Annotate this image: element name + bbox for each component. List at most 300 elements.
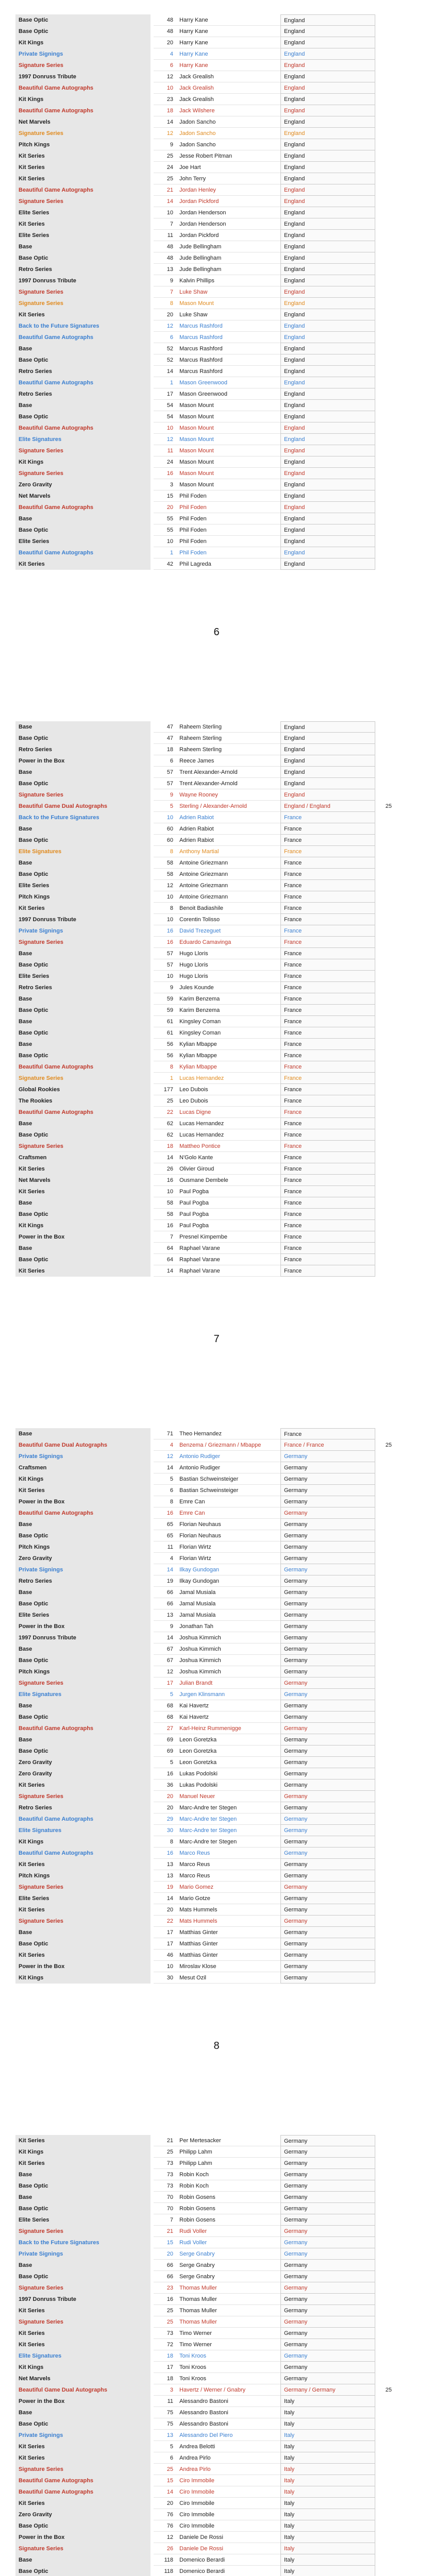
table-row: [15, 1836, 418, 1848]
team-cell: France: [280, 1220, 375, 1231]
card-set-cell: Kit Series: [15, 1485, 151, 1496]
card-set-cell: Kit Series: [15, 1904, 151, 1916]
player-name-cell: Phil Foden: [175, 524, 280, 536]
player-name-cell: Marc-Andre ter Stegen: [175, 1836, 280, 1848]
team-cell: Germany: [280, 1451, 375, 1462]
team-cell: Germany: [280, 2282, 375, 2294]
team-cell: Italy: [280, 2407, 375, 2418]
player-name-cell: Leo Dubois: [175, 1095, 280, 1107]
team-cell: England: [280, 184, 375, 196]
card-number-cell: 16: [154, 1220, 175, 1231]
player-name-cell: Andrea Belotti: [175, 2441, 280, 2452]
player-name-cell: Mesut Ozil: [175, 1972, 280, 1984]
team-cell: Germany: [280, 2305, 375, 2316]
card-number-cell: 177: [154, 1084, 175, 1095]
team-cell: Germany: [280, 1677, 375, 1689]
table-row: [15, 1791, 418, 1802]
team-cell: France: [280, 1073, 375, 1084]
table-row: [15, 1073, 418, 1084]
card-number-cell: 58: [154, 1209, 175, 1220]
player-name-cell: Jordan Henley: [175, 184, 280, 196]
card-set-cell: Beautiful Game Autographs: [15, 1723, 151, 1734]
table-row: [15, 2373, 418, 2384]
card-number-cell: 5: [154, 1757, 175, 1768]
table-row: [15, 1927, 418, 1938]
card-set-cell: Signature Series: [15, 789, 151, 801]
table-row: [15, 1107, 418, 1118]
card-set-cell: Beautiful Game Dual Autographs: [15, 2384, 151, 2396]
card-set-cell: Beautiful Game Autographs: [15, 105, 151, 116]
table-row: [15, 422, 418, 434]
team-cell: Germany: [280, 1632, 375, 1643]
player-name-cell: Domenico Berardi: [175, 2554, 280, 2566]
player-name-cell: Joshua Kimmich: [175, 1643, 280, 1655]
card-set-cell: Kit Kings: [15, 94, 151, 105]
team-cell: France: [280, 1050, 375, 1061]
table-row: [15, 1723, 418, 1734]
table-row: [15, 857, 418, 869]
table-row: [15, 445, 418, 456]
card-set-cell: Base: [15, 1734, 151, 1745]
table-row: [15, 1005, 418, 1016]
card-number-cell: 9: [154, 275, 175, 286]
card-set-cell: Base Optic: [15, 524, 151, 536]
table-row: [15, 1757, 418, 1768]
card-number-cell: 57: [154, 778, 175, 789]
card-set-cell: Kit Series: [15, 150, 151, 162]
print-run-cell: 25: [385, 1442, 392, 1448]
table-row: [15, 744, 418, 755]
card-number-cell: 57: [154, 767, 175, 778]
player-name-cell: Antoine Griezmann: [175, 869, 280, 880]
card-set-cell: Base Optic: [15, 1745, 151, 1757]
team-cell: Germany: [280, 1666, 375, 1677]
team-cell: England: [280, 162, 375, 173]
card-number-cell: 11: [154, 2396, 175, 2407]
player-name-cell: Mason Mount: [175, 445, 280, 456]
card-set-cell: Beautiful Game Autographs: [15, 1061, 151, 1073]
team-cell: England: [280, 82, 375, 94]
card-number-cell: 17: [154, 1927, 175, 1938]
card-set-cell: Pitch Kings: [15, 1541, 151, 1553]
card-set-cell: Retro Series: [15, 1575, 151, 1587]
player-name-cell: Marco Reus: [175, 1859, 280, 1870]
card-number-cell: 14: [154, 1152, 175, 1163]
table-row: [15, 252, 418, 264]
card-set-cell: Signature Series: [15, 1882, 151, 1893]
player-name-cell: Florian Wirtz: [175, 1541, 280, 1553]
card-set-cell: Beautiful Game Autographs: [15, 2475, 151, 2486]
card-set-cell: Elite Signatures: [15, 2350, 151, 2362]
table-row: [15, 479, 418, 490]
table-row: [15, 230, 418, 241]
team-cell: Germany: [280, 1768, 375, 1780]
table-row: [15, 298, 418, 309]
table-row: [15, 196, 418, 207]
card-number-cell: 4: [154, 1439, 175, 1451]
card-number-cell: 17: [154, 1677, 175, 1689]
table-row: [15, 128, 418, 139]
player-name-cell: Lucas Hernandez: [175, 1118, 280, 1129]
table-row: [15, 1814, 418, 1825]
team-cell: England: [280, 536, 375, 547]
player-name-cell: Phil Foden: [175, 502, 280, 513]
team-cell: France: [280, 1186, 375, 1197]
card-number-cell: 67: [154, 1655, 175, 1666]
table-row: [15, 1734, 418, 1745]
card-number-cell: 56: [154, 1050, 175, 1061]
card-number-cell: 66: [154, 1587, 175, 1598]
card-set-cell: Signature Series: [15, 196, 151, 207]
team-cell: England: [280, 218, 375, 230]
card-number-cell: 12: [154, 128, 175, 139]
team-cell: England: [280, 343, 375, 354]
team-cell: Germany: [280, 1496, 375, 1507]
team-cell: Germany: [280, 2248, 375, 2260]
table-row: [15, 2407, 418, 2418]
player-name-cell: Kylian Mbappe: [175, 1050, 280, 1061]
card-set-cell: Base: [15, 948, 151, 959]
card-set-cell: Power in the Box: [15, 1961, 151, 1972]
table-row: [15, 2169, 418, 2180]
card-set-cell: Base Optic: [15, 869, 151, 880]
table-row: [15, 959, 418, 971]
team-cell: Germany: [280, 2226, 375, 2237]
checklist-table: [15, 721, 418, 1277]
table-row: [15, 1689, 418, 1700]
team-cell: Germany: [280, 1711, 375, 1723]
team-cell: France: [280, 971, 375, 982]
player-name-cell: Reece James: [175, 755, 280, 767]
card-number-cell: 10: [154, 422, 175, 434]
table-row: [15, 948, 418, 959]
table-row: [15, 2520, 418, 2532]
card-number-cell: 47: [154, 733, 175, 744]
card-number-cell: 10: [154, 971, 175, 982]
table-row: [15, 1439, 418, 1451]
card-number-cell: 10: [154, 891, 175, 903]
card-number-cell: 8: [154, 903, 175, 914]
table-row: [15, 1254, 418, 1265]
player-name-cell: Harry Kane: [175, 60, 280, 71]
table-row: [15, 846, 418, 857]
card-number-cell: 73: [154, 2158, 175, 2169]
card-set-cell: Base: [15, 857, 151, 869]
team-cell: England: [280, 264, 375, 275]
card-number-cell: 69: [154, 1745, 175, 1757]
table-row: [15, 1061, 418, 1073]
card-set-cell: Base Optic: [15, 2520, 151, 2532]
table-row: [15, 1950, 418, 1961]
table-row: [15, 1848, 418, 1859]
table-row: [15, 2180, 418, 2192]
player-name-cell: Kalvin Phillips: [175, 275, 280, 286]
card-number-cell: 12: [154, 320, 175, 332]
team-cell: England: [280, 445, 375, 456]
player-name-cell: Jack Grealish: [175, 94, 280, 105]
card-set-cell: Elite Series: [15, 2214, 151, 2226]
card-set-cell: Base: [15, 1519, 151, 1530]
table-row: [15, 2328, 418, 2339]
table-row: [15, 1768, 418, 1780]
card-set-cell: Base Optic: [15, 1209, 151, 1220]
team-cell: Germany: [280, 1780, 375, 1791]
team-cell: Germany: [280, 2146, 375, 2158]
team-cell: France: [280, 1152, 375, 1163]
card-set-cell: Beautiful Game Autographs: [15, 1848, 151, 1859]
table-row: [15, 1485, 418, 1496]
player-name-cell: Alessandro Del Piero: [175, 2430, 280, 2441]
card-number-cell: 15: [154, 490, 175, 502]
table-row: [15, 1961, 418, 1972]
card-set-cell: Signature Series: [15, 60, 151, 71]
page-number: 6: [213, 626, 220, 638]
team-cell: France: [280, 1016, 375, 1027]
table-row: [15, 547, 418, 558]
card-number-cell: 16: [154, 1848, 175, 1859]
card-number-cell: 22: [154, 1107, 175, 1118]
card-number-cell: 7: [154, 1231, 175, 1243]
card-set-cell: Retro Series: [15, 1802, 151, 1814]
player-name-cell: Toni Kroos: [175, 2362, 280, 2373]
table-row: [15, 971, 418, 982]
card-set-cell: 1997 Donruss Tribute: [15, 2294, 151, 2305]
table-row: [15, 1564, 418, 1575]
card-set-cell: Private Signings: [15, 1564, 151, 1575]
card-number-cell: 16: [154, 2294, 175, 2305]
table-row: [15, 2430, 418, 2441]
card-number-cell: 68: [154, 1700, 175, 1711]
team-cell: England: [280, 241, 375, 252]
player-name-cell: Thomas Muller: [175, 2282, 280, 2294]
player-name-cell: Adrien Rabiot: [175, 812, 280, 823]
table-row: [15, 2260, 418, 2271]
card-set-cell: Pitch Kings: [15, 1666, 151, 1677]
card-number-cell: 58: [154, 869, 175, 880]
table-row: [15, 1825, 418, 1836]
table-row: [15, 1016, 418, 1027]
table-row: [15, 2294, 418, 2305]
team-cell: France / France: [280, 1439, 375, 1451]
team-cell: England: [280, 755, 375, 767]
card-set-cell: Base Optic: [15, 1129, 151, 1141]
team-cell: Germany: [280, 1802, 375, 1814]
card-number-cell: 55: [154, 513, 175, 524]
team-cell: France: [280, 1175, 375, 1186]
card-set-cell: Base Optic: [15, 1711, 151, 1723]
table-row: [15, 1265, 418, 1277]
table-row: [15, 1231, 418, 1243]
player-name-cell: Ciro Immobile: [175, 2475, 280, 2486]
table-row: [15, 1655, 418, 1666]
card-set-cell: Kit Series: [15, 1265, 151, 1277]
player-name-cell: Antoine Griezmann: [175, 880, 280, 891]
table-row: [15, 801, 418, 812]
card-number-cell: 17: [154, 388, 175, 400]
team-cell: Germany: [280, 1519, 375, 1530]
team-cell: England: [280, 94, 375, 105]
team-cell: Italy: [280, 2486, 375, 2498]
card-set-cell: Zero Gravity: [15, 2509, 151, 2520]
player-name-cell: N'Golo Kante: [175, 1152, 280, 1163]
table-row: [15, 411, 418, 422]
team-cell: England: [280, 207, 375, 218]
card-set-cell: Elite Series: [15, 1609, 151, 1621]
player-name-cell: Thomas Muller: [175, 2294, 280, 2305]
player-name-cell: Raheem Sterling: [175, 733, 280, 744]
card-number-cell: 56: [154, 1039, 175, 1050]
card-number-cell: 16: [154, 1768, 175, 1780]
card-number-cell: 62: [154, 1118, 175, 1129]
card-set-cell: Back to the Future Signatures: [15, 320, 151, 332]
card-number-cell: 9: [154, 789, 175, 801]
team-cell: Germany: [280, 1961, 375, 1972]
player-name-cell: Rudi Voller: [175, 2237, 280, 2248]
table-row: [15, 925, 418, 937]
checklist-page: [0, 2121, 433, 2576]
table-row: [15, 434, 418, 445]
player-name-cell: Marco Reus: [175, 1848, 280, 1859]
card-number-cell: 14: [154, 1632, 175, 1643]
card-number-cell: 60: [154, 823, 175, 835]
player-name-cell: Marcus Rashford: [175, 320, 280, 332]
team-cell: Germany: [280, 1757, 375, 1768]
player-name-cell: Joe Hart: [175, 162, 280, 173]
card-set-cell: Net Marvels: [15, 2373, 151, 2384]
team-cell: Italy: [280, 2418, 375, 2430]
team-cell: France: [280, 1231, 375, 1243]
card-set-cell: Power in the Box: [15, 1496, 151, 1507]
card-set-cell: Private Signings: [15, 2248, 151, 2260]
player-name-cell: Florian Neuhaus: [175, 1519, 280, 1530]
card-number-cell: 10: [154, 812, 175, 823]
player-name-cell: Mason Greenwood: [175, 377, 280, 388]
card-number-cell: 15: [154, 2237, 175, 2248]
team-cell: Germany: [280, 1904, 375, 1916]
card-number-cell: 8: [154, 1836, 175, 1848]
card-set-cell: Base: [15, 767, 151, 778]
team-cell: Italy: [280, 2543, 375, 2554]
table-row: [15, 2418, 418, 2430]
team-cell: England: [280, 377, 375, 388]
card-number-cell: 70: [154, 2203, 175, 2214]
team-cell: France: [280, 959, 375, 971]
card-set-cell: 1997 Donruss Tribute: [15, 71, 151, 82]
card-set-cell: Net Marvels: [15, 490, 151, 502]
team-cell: Germany: [280, 2328, 375, 2339]
card-set-cell: Retro Series: [15, 366, 151, 377]
card-number-cell: 21: [154, 2226, 175, 2237]
card-number-cell: 16: [154, 925, 175, 937]
card-number-cell: 54: [154, 400, 175, 411]
card-number-cell: 11: [154, 230, 175, 241]
team-cell: Italy: [280, 2441, 375, 2452]
card-set-cell: Base: [15, 721, 151, 733]
card-set-cell: Signature Series: [15, 1073, 151, 1084]
team-cell: England: [280, 105, 375, 116]
player-name-cell: Antonio Rudiger: [175, 1451, 280, 1462]
card-number-cell: 23: [154, 2282, 175, 2294]
player-name-cell: Jurgen Klinsmann: [175, 1689, 280, 1700]
card-number-cell: 68: [154, 1711, 175, 1723]
team-cell: France: [280, 1209, 375, 1220]
table-row: [15, 1141, 418, 1152]
team-cell: Germany: [280, 1825, 375, 1836]
player-name-cell: Joshua Kimmich: [175, 1632, 280, 1643]
team-cell: England: [280, 139, 375, 150]
card-set-cell: Base: [15, 1243, 151, 1254]
player-name-cell: Andrea Pirlo: [175, 2464, 280, 2475]
player-name-cell: Andrea Pirlo: [175, 2452, 280, 2464]
table-row: [15, 789, 418, 801]
card-number-cell: 6: [154, 332, 175, 343]
card-number-cell: 54: [154, 411, 175, 422]
player-name-cell: Kylian Mbappe: [175, 1061, 280, 1073]
card-set-cell: Kit Series: [15, 1780, 151, 1791]
team-cell: England: [280, 286, 375, 298]
player-name-cell: Marc-Andre ter Stegen: [175, 1802, 280, 1814]
card-number-cell: 16: [154, 468, 175, 479]
player-name-cell: Toni Kroos: [175, 2373, 280, 2384]
table-row: [15, 1428, 418, 1439]
table-row: [15, 456, 418, 468]
player-name-cell: Jules Kounde: [175, 982, 280, 993]
player-name-cell: Olivier Giroud: [175, 1163, 280, 1175]
player-name-cell: Matthias Ginter: [175, 1927, 280, 1938]
player-name-cell: Robin Koch: [175, 2169, 280, 2180]
team-cell: England: [280, 400, 375, 411]
table-row: [15, 1972, 418, 1984]
table-row: [15, 1587, 418, 1598]
table-row: [15, 2226, 418, 2237]
player-name-cell: Robin Koch: [175, 2180, 280, 2192]
card-set-cell: Back to the Future Signatures: [15, 2237, 151, 2248]
card-number-cell: 57: [154, 948, 175, 959]
card-number-cell: 47: [154, 721, 175, 733]
card-set-cell: Signature Series: [15, 2226, 151, 2237]
team-cell: England: [280, 275, 375, 286]
card-number-cell: 10: [154, 914, 175, 925]
player-name-cell: Daniele De Rossi: [175, 2532, 280, 2543]
team-cell: Germany: [280, 2135, 375, 2146]
card-number-cell: 118: [154, 2554, 175, 2566]
card-set-cell: Kit Series: [15, 2452, 151, 2464]
player-name-cell: Raheem Sterling: [175, 721, 280, 733]
table-row: [15, 2498, 418, 2509]
table-row: [15, 1643, 418, 1655]
team-cell: Germany: [280, 1848, 375, 1859]
card-set-cell: Base Optic: [15, 778, 151, 789]
player-name-cell: Eduardo Camavinga: [175, 937, 280, 948]
card-set-cell: Elite Signatures: [15, 1825, 151, 1836]
card-set-cell: Zero Gravity: [15, 1553, 151, 1564]
table-row: [15, 2509, 418, 2520]
table-row: [15, 1451, 418, 1462]
team-cell: France: [280, 1265, 375, 1277]
player-name-cell: Benoit Badiashile: [175, 903, 280, 914]
card-number-cell: 66: [154, 2260, 175, 2271]
card-set-cell: Base: [15, 1428, 151, 1439]
player-name-cell: Marcus Rashford: [175, 366, 280, 377]
card-number-cell: 10: [154, 536, 175, 547]
table-row: [15, 1938, 418, 1950]
card-number-cell: 6: [154, 755, 175, 767]
card-set-cell: Kit Series: [15, 1186, 151, 1197]
card-set-cell: Signature Series: [15, 286, 151, 298]
player-name-cell: Jude Bellingham: [175, 264, 280, 275]
table-row: [15, 173, 418, 184]
card-set-cell: Kit Series: [15, 1163, 151, 1175]
